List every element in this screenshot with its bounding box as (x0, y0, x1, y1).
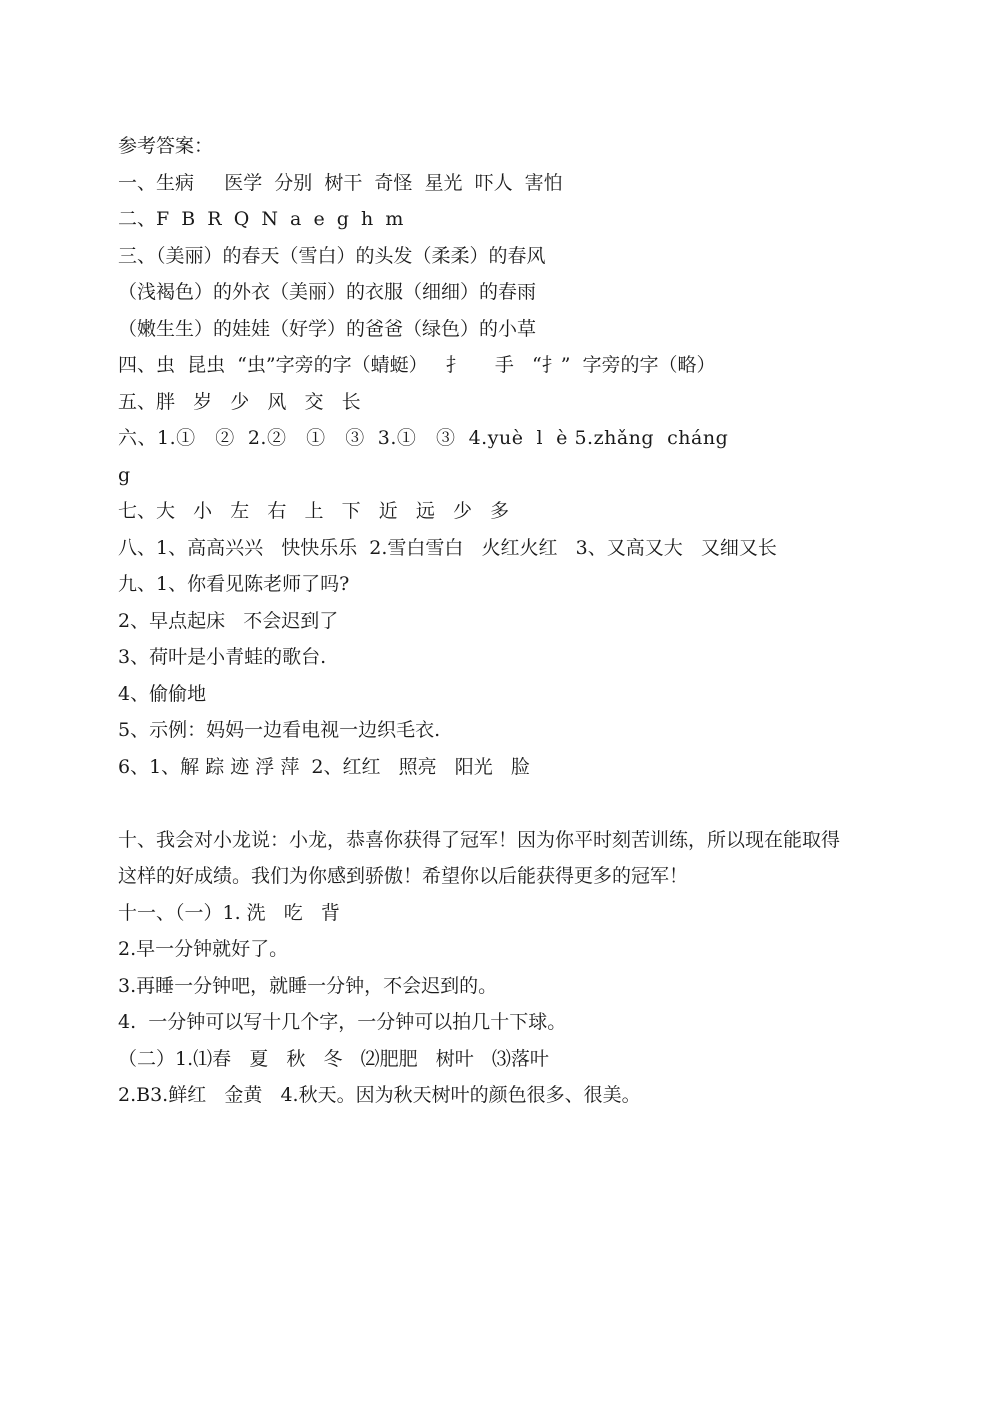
answer-line-3: 三、（美丽）的春天（雪白）的头发（柔柔）的春风 (118, 244, 546, 267)
answer-line-3-cont-1: （浅褐色）的外衣（美丽）的衣服（细细）的春雨 (118, 281, 537, 303)
answer-line-8: 八、1、高高兴兴 快快乐乐 2.雪白雪白 火红火红 3、又高又大 又细又长 (118, 536, 777, 559)
answer-line-3-cont-2: （嫩生生）的娃娃（好学）的爸爸（绿色）的小草 (118, 317, 537, 340)
answer-line-9-6: 6、1、解 踪 迹 浮 萍 2、红红 照亮 阳光 脸 (118, 755, 530, 778)
answer-line-11-2: 2.早一分钟就好了。 (118, 938, 289, 960)
answer-line-11: 十一、（一）1. 洗 吃 背 (118, 901, 340, 924)
answer-line-6-wrap: g (118, 463, 131, 486)
answer-key-title: 参考答案： (118, 135, 214, 157)
answer-line-9-3: 3、荷叶是小青蛙的歌台. (118, 646, 327, 668)
answer-line-6: 六、1.① ② 2.② ① ③ 3.① ③ 4.yuè l è 5.zhǎng cháng (118, 427, 729, 449)
answer-line-11-3: 3.再睡一分钟吧，就睡一分钟，不会迟到的。 (118, 974, 498, 997)
answer-line-11-4: 4. 一分钟可以写十几个字，一分钟可以拍几十下球。 (118, 1011, 567, 1033)
answer-line-7: 七、大 小 左 右 上 下 近 远 少 多 (118, 500, 510, 522)
answer-line-10-cont: 这样的好成绩。我们为你感到骄傲！希望你以后能获得更多的冠军！ (118, 865, 689, 887)
answer-line-11-part2-2: 2.B3.鲜红 金黄 4.秋天。因为秋天树叶的颜色很多、很美。 (118, 1084, 641, 1106)
blank-line (118, 785, 888, 822)
answer-line-9-2: 2、早点起床 不会迟到了 (118, 609, 339, 632)
answer-line-9-4: 4、偷偷地 (118, 682, 207, 705)
answer-key-document (118, 128, 888, 1114)
answer-line-2: 二、F B R Q N a e g h m (118, 208, 404, 230)
answer-line-5: 五、胖 岁 少 风 交 长 (118, 390, 361, 413)
answer-line-10: 十、我会对小龙说：小龙，恭喜你获得了冠军！因为你平时刻苦训练，所以现在能取得 (118, 828, 841, 851)
answer-line-9: 九、1、你看见陈老师了吗? (118, 573, 350, 595)
answer-line-11-part2: （二）1.⑴春 夏 秋 冬 ⑵肥肥 树叶 ⑶落叶 (118, 1047, 549, 1070)
answer-line-9-5: 5、示例：妈妈一边看电视一边织毛衣. (118, 719, 441, 741)
answer-line-1: 一、生病 医学 分别 树干 奇怪 星光 吓人 害怕 (118, 171, 563, 194)
answer-line-4: 四、虫 昆虫 “虫”字旁的字（蜻蜓） 扌 手 “扌” 字旁的字（略） (118, 354, 716, 376)
